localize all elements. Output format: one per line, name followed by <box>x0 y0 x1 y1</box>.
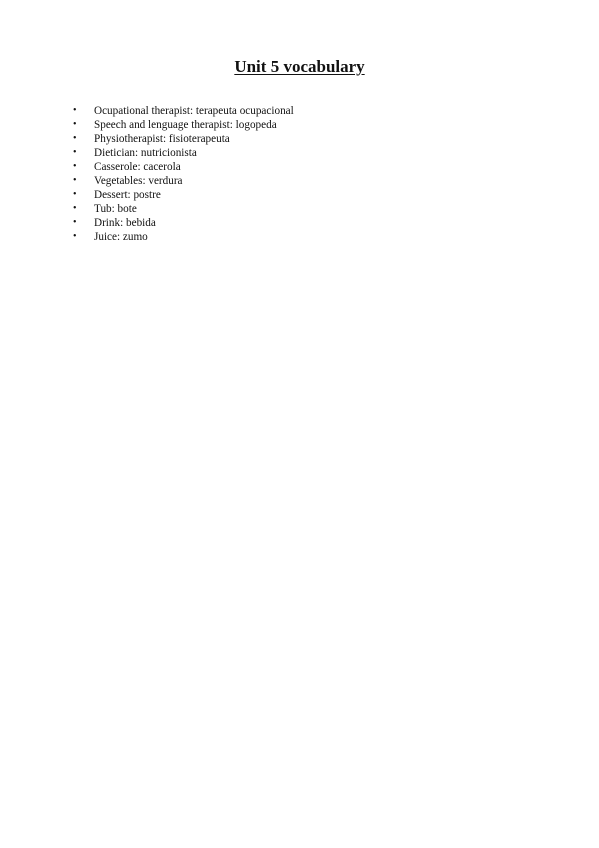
bullet-icon: • <box>73 175 77 186</box>
list-item <box>73 160 294 174</box>
list-item-text: Ocupational therapist: terapeuta ocupacional <box>94 105 294 117</box>
bullet-icon: • <box>73 203 77 214</box>
bullet-icon: • <box>73 189 77 200</box>
list-item <box>73 216 294 230</box>
bullet-icon: • <box>73 217 77 228</box>
list-item-text: Tub: bote <box>94 203 137 215</box>
page-title: Unit 5 vocabulary <box>234 57 365 76</box>
bullet-icon: • <box>73 147 77 158</box>
list-item <box>73 230 294 244</box>
list-item <box>73 202 294 216</box>
list-item-text: Drink: bebida <box>94 217 156 229</box>
list-item <box>73 174 294 188</box>
vocabulary-list <box>73 104 294 244</box>
list-item <box>73 104 294 118</box>
list-item-text: Vegetables: verdura <box>94 175 183 187</box>
list-item <box>73 118 294 132</box>
list-item-text: Casserole: cacerola <box>94 161 181 173</box>
bullet-icon: • <box>73 119 77 130</box>
bullet-icon: • <box>73 105 77 116</box>
list-item <box>73 146 294 160</box>
list-item <box>73 132 294 146</box>
list-item-text: Juice: zumo <box>94 231 148 243</box>
list-item-text: Speech and lenguage therapist: logopeda <box>94 119 277 131</box>
bullet-icon: • <box>73 133 77 144</box>
bullet-icon: • <box>73 231 77 242</box>
list-item-text: Physiotherapist: fisioterapeuta <box>94 133 230 145</box>
list-item <box>73 188 294 202</box>
list-item-text: Dietician: nutricionista <box>94 147 197 159</box>
bullet-icon: • <box>73 161 77 172</box>
list-item-text: Dessert: postre <box>94 189 161 201</box>
